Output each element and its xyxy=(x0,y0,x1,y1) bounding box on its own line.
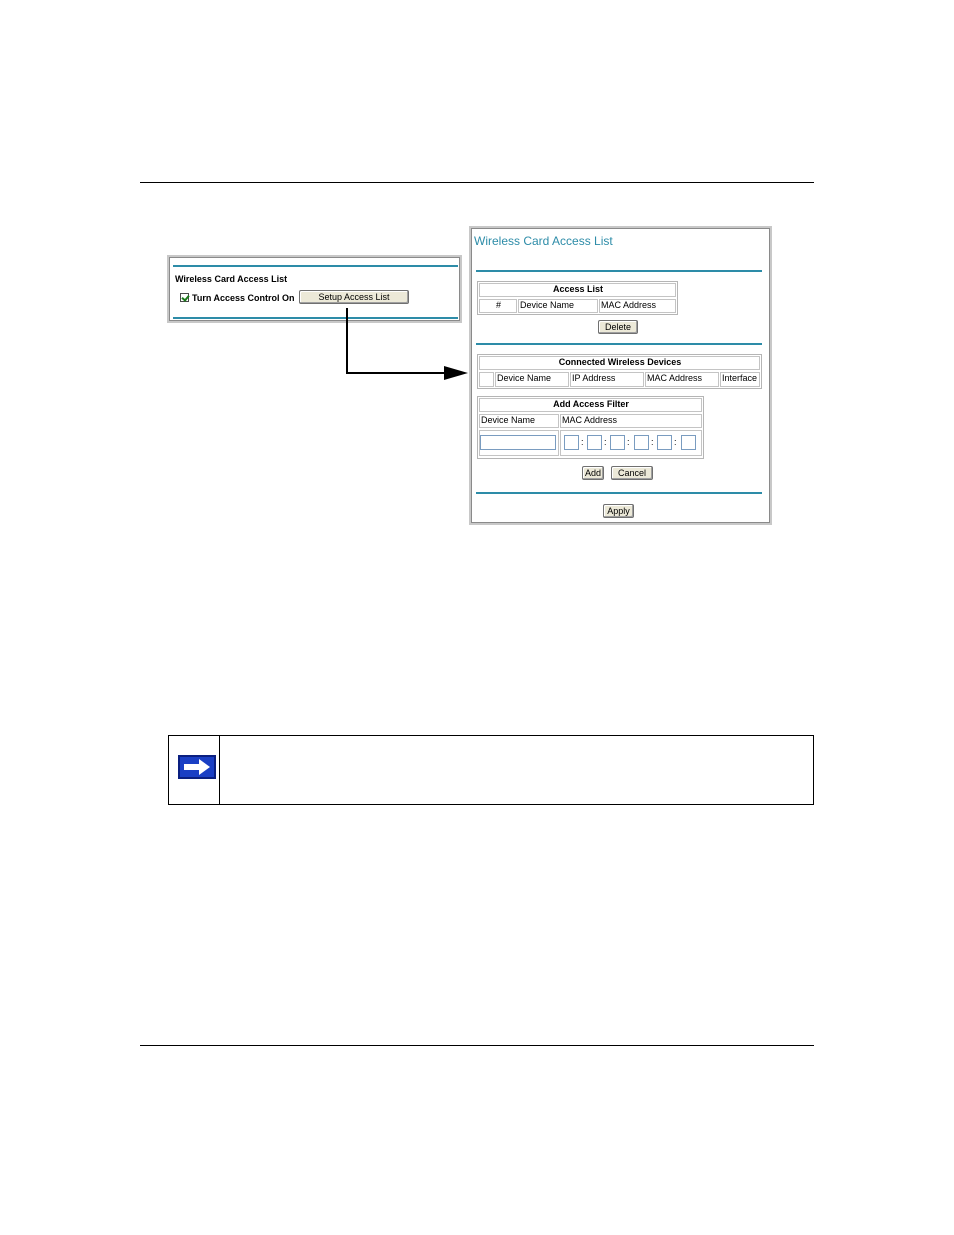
panel-bottom-divider xyxy=(173,317,458,319)
access-list-header: Access List xyxy=(479,283,676,297)
title-divider xyxy=(476,270,762,272)
connected-devices-col-device-name: Device Name xyxy=(495,372,569,387)
cancel-button[interactable]: Cancel xyxy=(611,466,653,480)
panel-top-divider xyxy=(173,265,458,267)
add-button[interactable]: Add xyxy=(582,466,604,480)
mac-octet-3-input[interactable] xyxy=(610,435,625,450)
access-control-title: Wireless Card Access List xyxy=(175,274,288,284)
mac-octet-1-input[interactable] xyxy=(564,435,579,450)
apply-button[interactable]: Apply xyxy=(603,504,634,518)
mac-octet-5-input[interactable] xyxy=(657,435,672,450)
access-list-col-mac-address: MAC Address xyxy=(599,299,676,313)
bottom-rule xyxy=(140,1045,814,1046)
note-divider xyxy=(219,736,220,804)
mac-separator: : xyxy=(581,437,584,447)
mac-separator: : xyxy=(651,437,654,447)
access-list-divider xyxy=(476,343,762,345)
buttons-divider xyxy=(476,492,762,494)
connected-devices-col-interface: Interface xyxy=(720,372,760,387)
mac-octet-2-input[interactable] xyxy=(587,435,602,450)
arrow-head-icon xyxy=(444,366,468,380)
mac-separator: : xyxy=(674,437,677,447)
connector-line-vertical xyxy=(346,308,348,374)
add-filter-header: Add Access Filter xyxy=(479,398,702,412)
top-rule xyxy=(140,182,814,183)
mac-octet-4-input[interactable] xyxy=(634,435,649,450)
connected-devices-col-mac-address: MAC Address xyxy=(645,372,719,387)
access-list-page-title: Wireless Card Access List xyxy=(474,234,613,248)
note-box xyxy=(168,735,814,805)
access-list-table xyxy=(477,281,678,315)
add-filter-col-mac-address: MAC Address xyxy=(560,414,702,428)
setup-access-list-button[interactable]: Setup Access List xyxy=(299,290,409,304)
add-filter-col-device-name: Device Name xyxy=(479,414,559,428)
access-control-panel xyxy=(169,257,460,321)
mac-octet-6-input[interactable] xyxy=(681,435,696,450)
connected-devices-col-select xyxy=(479,372,494,387)
connected-devices-header: Connected Wireless Devices xyxy=(479,356,760,370)
right-arrow-icon xyxy=(178,755,216,779)
connected-devices-table xyxy=(477,354,762,389)
access-list-col-device-name: Device Name xyxy=(518,299,598,313)
access-list-col-number: # xyxy=(479,299,517,313)
delete-button[interactable]: Delete xyxy=(598,320,638,334)
access-control-checkbox-label: Turn Access Control On xyxy=(192,293,295,303)
connected-devices-col-ip-address: IP Address xyxy=(570,372,644,387)
connector-line-horizontal xyxy=(346,372,446,374)
device-name-input[interactable] xyxy=(480,435,556,450)
access-control-checkbox[interactable] xyxy=(180,293,189,302)
mac-separator: : xyxy=(627,437,630,447)
mac-separator: : xyxy=(604,437,607,447)
